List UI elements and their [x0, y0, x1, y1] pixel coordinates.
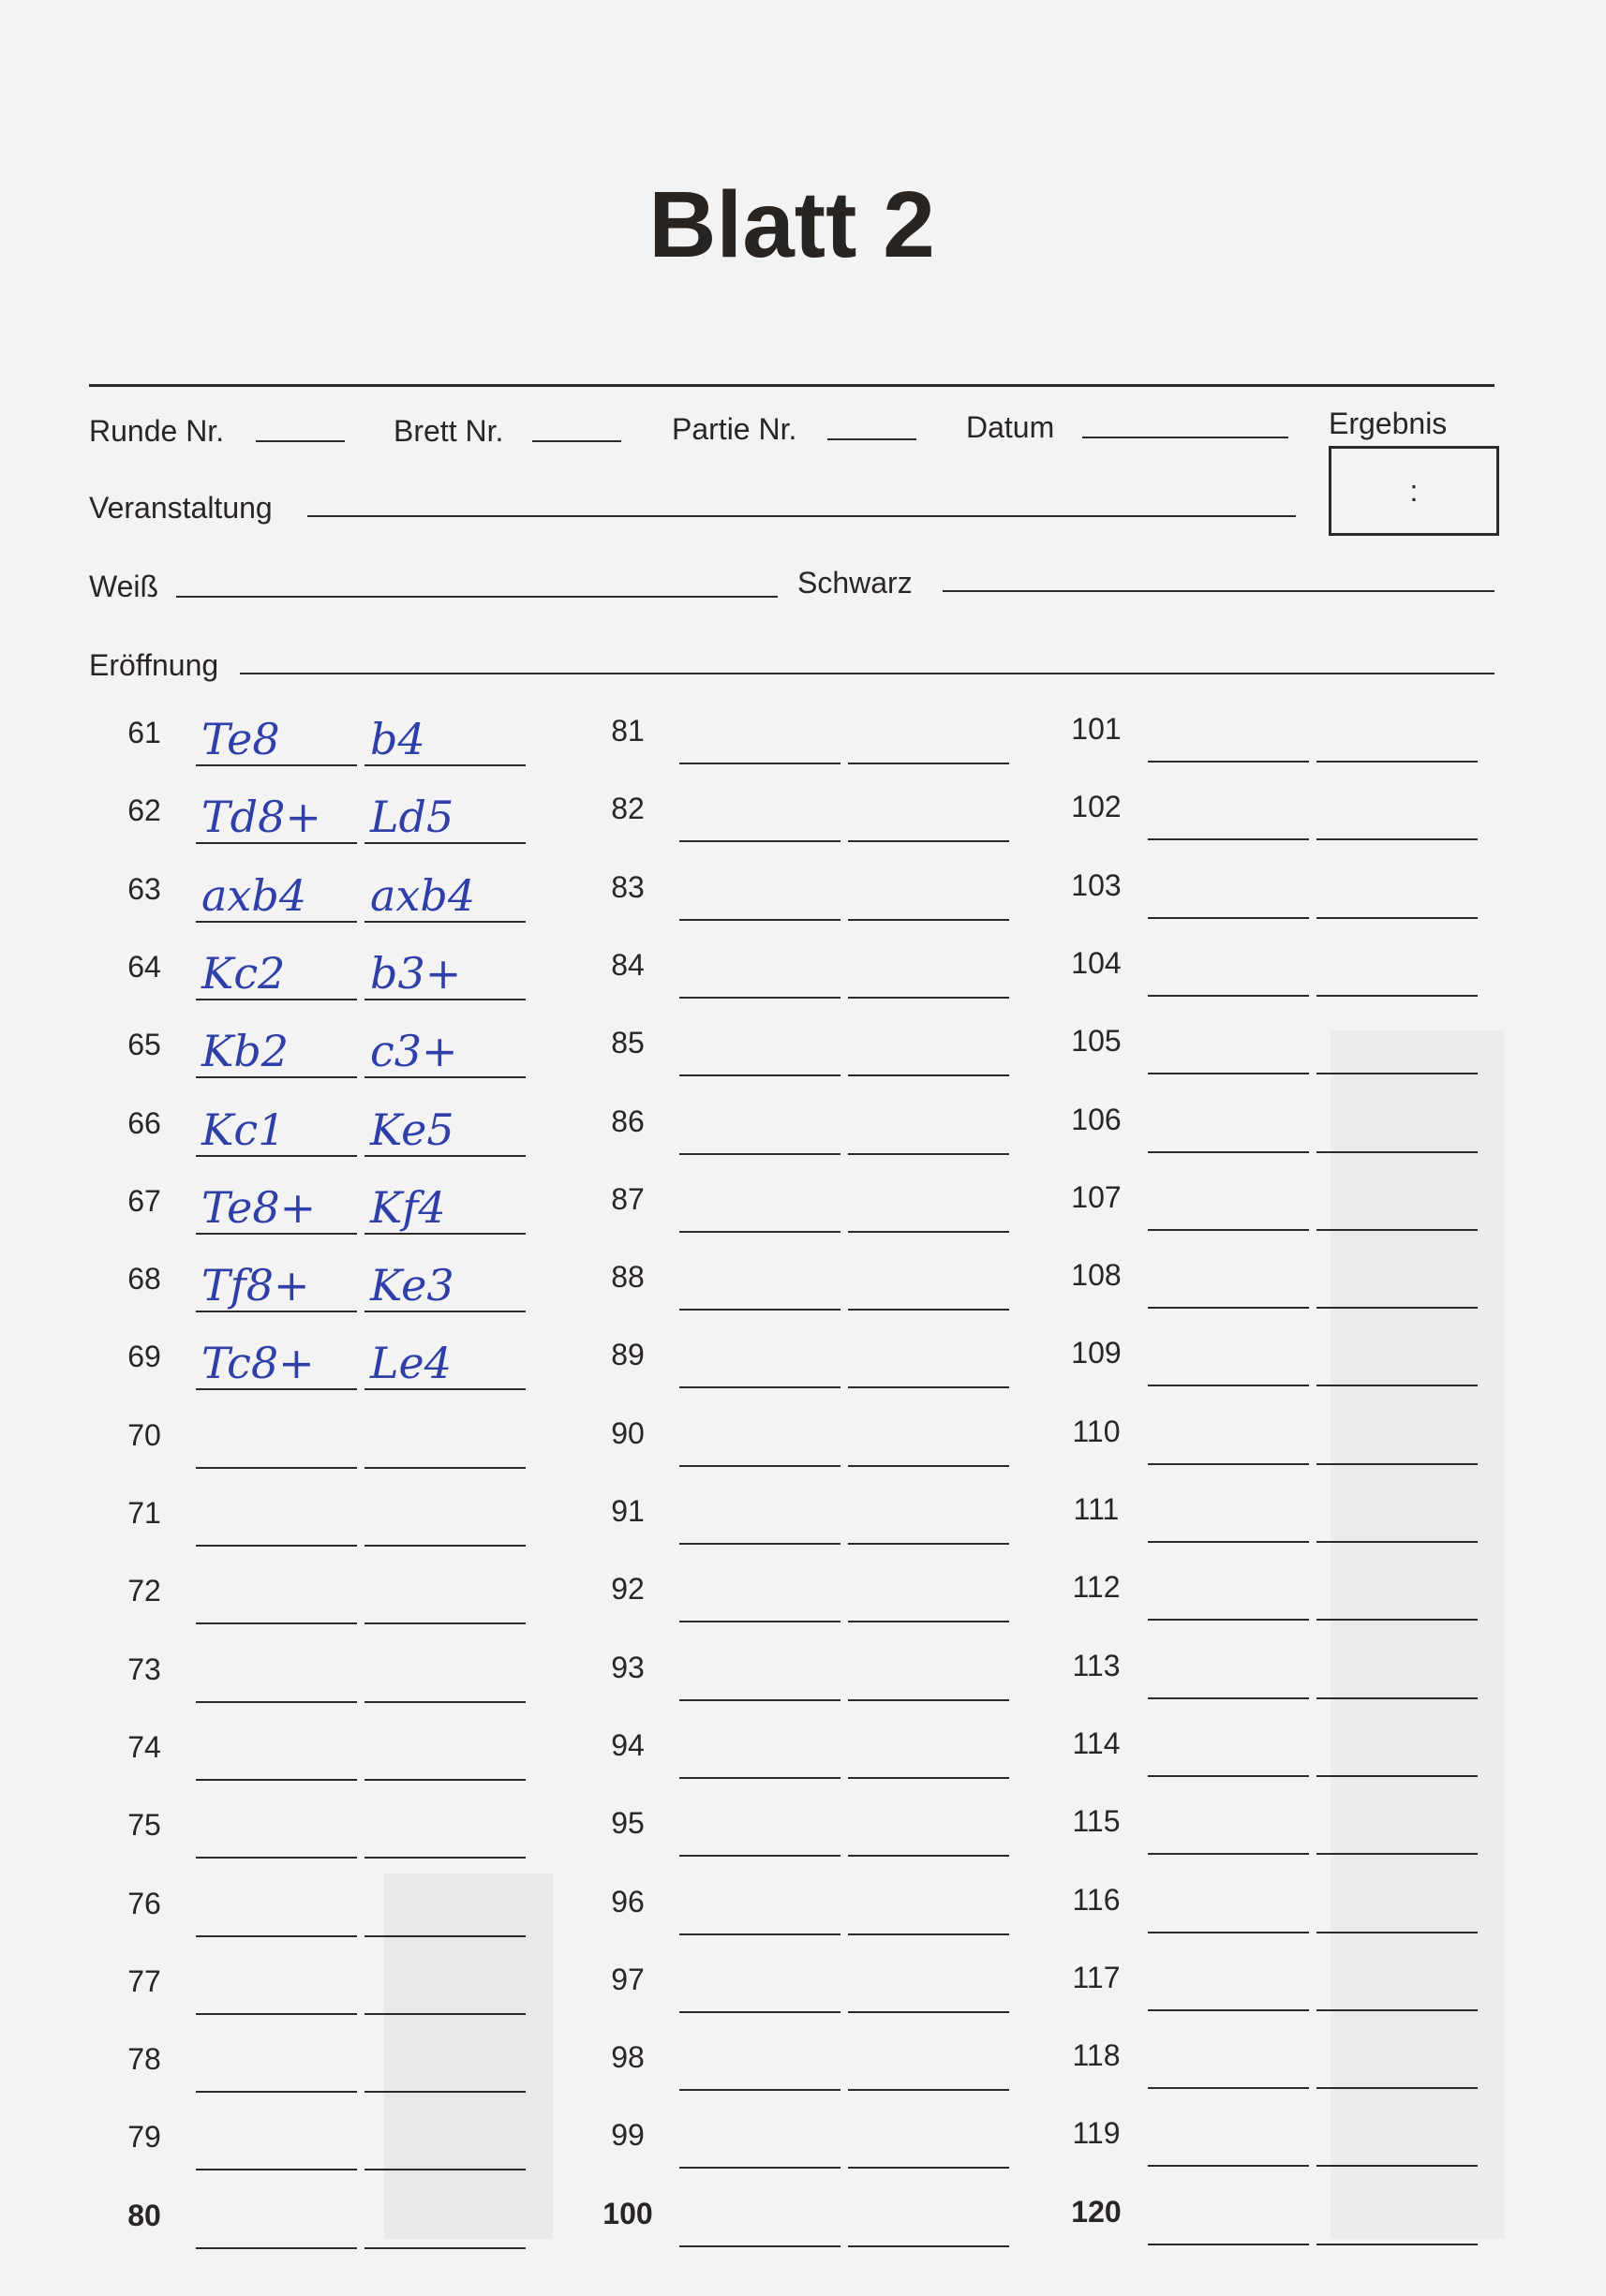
- black-move-text: Kf4: [370, 1181, 446, 1233]
- white-move-text: Te8: [201, 714, 280, 764]
- move-number: 83: [611, 869, 645, 904]
- move-number: 118: [1072, 2038, 1121, 2073]
- move-number: 105: [1071, 1024, 1122, 1059]
- move-row: [590, 1394, 1021, 1473]
- black-move-field[interactable]: [364, 1732, 526, 1781]
- board-field[interactable]: [532, 440, 621, 442]
- white-move-field[interactable]: [1148, 1182, 1309, 1231]
- white-move-field[interactable]: [679, 1262, 840, 1311]
- black-move-field[interactable]: [1316, 2118, 1478, 2167]
- move-row: [107, 927, 538, 1006]
- move-number: 119: [1072, 2116, 1121, 2151]
- black-move-field[interactable]: [848, 2199, 1009, 2247]
- black-move-field[interactable]: [848, 793, 1009, 842]
- black-move-field[interactable]: [848, 716, 1009, 764]
- black-move-field[interactable]: [364, 1260, 526, 1312]
- move-number: 98: [611, 2040, 645, 2075]
- move-number: 71: [127, 1496, 161, 1530]
- move-row: [1059, 2172, 1490, 2251]
- move-row: [1059, 1470, 1490, 1548]
- move-number: 81: [611, 714, 645, 748]
- black-move-field[interactable]: [848, 1964, 1009, 2013]
- white-move-field[interactable]: [1148, 948, 1309, 997]
- move-row: [1059, 1626, 1490, 1705]
- move-number: 110: [1072, 1414, 1121, 1448]
- move-number: 104: [1071, 945, 1122, 980]
- sheet-title: Blatt 2: [648, 172, 935, 277]
- move-number: 111: [1073, 1492, 1120, 1526]
- move-number: 117: [1072, 1960, 1121, 1994]
- opening-field[interactable]: [240, 673, 1494, 674]
- move-row: [590, 1003, 1021, 1082]
- white-move-field[interactable]: [679, 1184, 840, 1233]
- round-label: Runde Nr.: [89, 414, 225, 448]
- white-move-field[interactable]: [1148, 1104, 1309, 1153]
- black-move-field[interactable]: [1316, 1104, 1478, 1153]
- move-number: 95: [611, 1806, 645, 1841]
- white-move-field[interactable]: [679, 2120, 840, 2169]
- move-number: 70: [127, 1417, 161, 1452]
- white-move-field[interactable]: [679, 1808, 840, 1857]
- black-move-field[interactable]: [364, 714, 526, 766]
- black-move-field[interactable]: [364, 1338, 526, 1390]
- white-move-field[interactable]: [679, 716, 840, 764]
- black-move-field[interactable]: [364, 869, 526, 923]
- move-row: [590, 2018, 1021, 2096]
- black-move-text: c3+: [370, 1026, 458, 1077]
- move-number: 74: [127, 1729, 161, 1764]
- black-move-field[interactable]: [364, 1576, 526, 1624]
- move-number: 97: [611, 1962, 645, 1996]
- white-move-text: axb4: [201, 869, 307, 921]
- move-number: 75: [127, 1808, 161, 1843]
- move-number: 65: [127, 1028, 161, 1062]
- move-row: [1059, 1392, 1490, 1471]
- move-row: [590, 1237, 1021, 1316]
- move-row: [590, 1862, 1021, 1941]
- black-move-field[interactable]: [848, 950, 1009, 999]
- move-row: [107, 1396, 538, 1474]
- move-number: 79: [127, 2120, 161, 2155]
- move-row: [107, 1474, 538, 1552]
- move-row: [107, 1005, 538, 1084]
- move-number: 72: [127, 1574, 161, 1608]
- black-move-field[interactable]: [364, 1026, 526, 1078]
- move-row: [107, 771, 538, 850]
- move-row: [590, 1549, 1021, 1628]
- move-number: 93: [611, 1650, 645, 1684]
- white-move-text: Kb2: [201, 1026, 290, 1077]
- move-number: 86: [611, 1104, 645, 1138]
- black-move-field[interactable]: [364, 1810, 526, 1859]
- black-move-field[interactable]: [1316, 1026, 1478, 1074]
- white-move-text: Td8+: [201, 792, 321, 843]
- white-move-text: Te8+: [201, 1181, 317, 1233]
- move-number: 109: [1071, 1336, 1122, 1370]
- move-number: 67: [127, 1183, 161, 1218]
- move-row: [107, 1551, 538, 1630]
- black-move-field[interactable]: [848, 1496, 1009, 1545]
- event-label: Veranstaltung: [89, 491, 273, 525]
- black-move-field[interactable]: [364, 792, 526, 844]
- black-move-text: Ld5: [370, 792, 454, 843]
- black-move-field[interactable]: [364, 2044, 526, 2093]
- white-move-field[interactable]: [1148, 1260, 1309, 1309]
- move-number: 108: [1071, 1258, 1122, 1293]
- black-move-field[interactable]: [1316, 1260, 1478, 1309]
- move-number: 101: [1071, 712, 1122, 746]
- white-move-field[interactable]: [196, 869, 357, 923]
- black-move-field[interactable]: [1316, 1572, 1478, 1621]
- white-move-field[interactable]: [196, 2122, 357, 2170]
- white-move-field[interactable]: [1148, 2197, 1309, 2245]
- white-move-field[interactable]: [196, 1576, 357, 1624]
- white-move-field[interactable]: [1148, 792, 1309, 840]
- white-move-field[interactable]: [1148, 1806, 1309, 1855]
- move-row: [1059, 1313, 1490, 1392]
- move-row: [590, 769, 1021, 848]
- move-number: 90: [611, 1415, 645, 1450]
- move-number: 113: [1072, 1648, 1121, 1682]
- white-move-field[interactable]: [679, 950, 840, 999]
- move-number: 89: [611, 1338, 645, 1372]
- black-move-field[interactable]: [1316, 1338, 1478, 1386]
- move-row: [590, 2096, 1021, 2174]
- move-row: [107, 1084, 538, 1163]
- black-move-field[interactable]: [1316, 714, 1478, 763]
- move-row: [1059, 1548, 1490, 1626]
- move-number: 77: [127, 1963, 161, 1998]
- white-move-field[interactable]: [1148, 1494, 1309, 1543]
- black-move-field[interactable]: [1316, 1651, 1478, 1699]
- move-number: 103: [1071, 867, 1122, 902]
- move-number: 76: [127, 1886, 161, 1920]
- white-move-field[interactable]: [196, 714, 357, 766]
- move-row: [107, 1708, 538, 1786]
- white-move-field[interactable]: [196, 1420, 357, 1469]
- black-move-field[interactable]: [364, 947, 526, 1000]
- white-move-field[interactable]: [196, 1810, 357, 1859]
- black-move-field[interactable]: [364, 1498, 526, 1547]
- move-row: [590, 1628, 1021, 1707]
- move-row: [107, 2020, 538, 2098]
- black-move-field[interactable]: [364, 2122, 526, 2170]
- date-field[interactable]: [1082, 437, 1288, 438]
- move-row: [590, 1472, 1021, 1550]
- black-player-field[interactable]: [943, 590, 1494, 592]
- black-move-field[interactable]: [1316, 1806, 1478, 1855]
- move-row: [1059, 1704, 1490, 1783]
- white-move-field[interactable]: [196, 2200, 357, 2249]
- move-number: 69: [127, 1340, 161, 1374]
- move-number: 112: [1072, 1570, 1121, 1605]
- white-move-text: Tc8+: [201, 1338, 315, 1389]
- move-row: [1059, 2016, 1490, 2095]
- round-field[interactable]: [256, 440, 345, 442]
- white-move-field[interactable]: [679, 1574, 840, 1622]
- white-move-field[interactable]: [679, 1418, 840, 1467]
- move-row: [1059, 2094, 1490, 2172]
- black-move-field[interactable]: [848, 1262, 1009, 1311]
- move-number: 78: [127, 2042, 161, 2077]
- black-move-field[interactable]: [1316, 1963, 1478, 2011]
- black-move-field[interactable]: [848, 1574, 1009, 1622]
- black-move-field[interactable]: [364, 1104, 526, 1157]
- black-move-field[interactable]: [364, 1889, 526, 1937]
- move-number: 66: [127, 1105, 161, 1140]
- white-move-field[interactable]: [679, 2042, 840, 2091]
- game-field[interactable]: [827, 438, 916, 440]
- event-field[interactable]: [307, 515, 1296, 517]
- move-number: 91: [611, 1494, 645, 1528]
- move-number: 115: [1072, 1804, 1121, 1839]
- black-move-field[interactable]: [364, 2200, 526, 2249]
- black-move-field[interactable]: [364, 1654, 526, 1703]
- black-move-field[interactable]: [1316, 1494, 1478, 1543]
- black-move-field[interactable]: [848, 2042, 1009, 2091]
- white-move-field[interactable]: [196, 792, 357, 844]
- move-number: 88: [611, 1260, 645, 1295]
- move-row: [1059, 1782, 1490, 1860]
- black-move-field[interactable]: [1316, 2197, 1478, 2245]
- move-number: 68: [127, 1262, 161, 1296]
- move-row: [107, 2176, 538, 2255]
- move-row: [590, 1940, 1021, 2019]
- white-move-field[interactable]: [196, 1889, 357, 1937]
- move-row: [107, 1630, 538, 1709]
- opening-label: Eröffnung: [89, 648, 219, 682]
- black-move-field[interactable]: [848, 1184, 1009, 1233]
- black-move-field[interactable]: [848, 1418, 1009, 1467]
- move-number: 94: [611, 1727, 645, 1762]
- white-move-field[interactable]: [679, 1652, 840, 1701]
- black-move-field[interactable]: [848, 872, 1009, 921]
- white-move-field[interactable]: [679, 872, 840, 921]
- move-row: [107, 1162, 538, 1240]
- white-move-field[interactable]: [679, 2199, 840, 2247]
- move-row: [590, 691, 1021, 770]
- black-move-field[interactable]: [848, 1340, 1009, 1388]
- black-move-field[interactable]: [1316, 2040, 1478, 2089]
- header-rule: [89, 384, 1494, 387]
- move-number: 87: [611, 1181, 645, 1216]
- white-move-field[interactable]: [196, 947, 357, 1000]
- move-number: 102: [1071, 790, 1122, 824]
- black-move-field[interactable]: [1316, 1416, 1478, 1465]
- white-move-field[interactable]: [1148, 2040, 1309, 2089]
- move-row: [1059, 689, 1490, 768]
- white-move-field[interactable]: [196, 1654, 357, 1703]
- black-move-field[interactable]: [848, 1887, 1009, 1935]
- black-move-field[interactable]: [848, 1652, 1009, 1701]
- move-row: [107, 2097, 538, 2176]
- white-move-field[interactable]: [1148, 714, 1309, 763]
- move-row: [590, 1784, 1021, 1862]
- black-move-field[interactable]: [1316, 870, 1478, 919]
- game-label: Partie Nr.: [672, 412, 797, 446]
- black-move-field[interactable]: [1316, 1182, 1478, 1231]
- move-row: [107, 1317, 538, 1396]
- white-move-field[interactable]: [1148, 1572, 1309, 1621]
- white-player-label: Weiß: [89, 570, 159, 603]
- black-move-field[interactable]: [848, 1028, 1009, 1076]
- move-number: 64: [127, 949, 161, 984]
- result-label: Ergebnis: [1329, 407, 1448, 440]
- move-row: [107, 1942, 538, 2021]
- black-move-field[interactable]: [848, 1730, 1009, 1779]
- white-player-field[interactable]: [176, 596, 778, 598]
- move-number: 96: [611, 1884, 645, 1918]
- black-move-field[interactable]: [1316, 1728, 1478, 1777]
- black-player-label: Schwarz: [797, 566, 913, 600]
- move-row: [1059, 1001, 1490, 1080]
- move-row: [107, 693, 538, 772]
- move-number: 114: [1072, 1726, 1121, 1760]
- move-number: 107: [1071, 1179, 1122, 1214]
- move-row: [590, 926, 1021, 1004]
- white-move-field[interactable]: [1148, 870, 1309, 919]
- white-move-field[interactable]: [679, 1106, 840, 1155]
- date-label: Datum: [966, 410, 1055, 444]
- move-row: [1059, 767, 1490, 846]
- move-row: [1059, 1938, 1490, 2017]
- white-move-field[interactable]: [196, 1732, 357, 1781]
- white-move-field[interactable]: [679, 793, 840, 842]
- move-number: 100: [602, 2196, 653, 2230]
- white-move-field[interactable]: [1148, 1728, 1309, 1777]
- move-row: [1059, 1158, 1490, 1237]
- white-move-text: Kc1: [201, 1104, 286, 1155]
- move-row: [107, 1785, 538, 1864]
- white-move-field[interactable]: [679, 1730, 840, 1779]
- white-move-field[interactable]: [679, 1028, 840, 1076]
- move-number: 84: [611, 947, 645, 982]
- move-number: 80: [127, 2198, 161, 2232]
- white-move-field[interactable]: [679, 1964, 840, 2013]
- move-number: 85: [611, 1026, 645, 1060]
- move-row: [1059, 846, 1490, 925]
- move-row: [1059, 1860, 1490, 1939]
- move-number: 73: [127, 1652, 161, 1686]
- white-move-field[interactable]: [196, 1338, 357, 1390]
- white-move-field[interactable]: [1148, 2118, 1309, 2167]
- move-row: [590, 848, 1021, 926]
- white-move-field[interactable]: [679, 1340, 840, 1388]
- white-move-field[interactable]: [196, 1104, 357, 1157]
- move-row: [107, 1864, 538, 1943]
- move-row: [1059, 1080, 1490, 1159]
- white-move-field[interactable]: [196, 1181, 357, 1235]
- move-row: [590, 1706, 1021, 1785]
- move-row: [590, 2174, 1021, 2253]
- board-label: Brett Nr.: [394, 414, 504, 448]
- white-move-field[interactable]: [196, 2044, 357, 2093]
- black-move-text: Ke5: [370, 1104, 454, 1155]
- result-separator: :: [1409, 474, 1419, 508]
- black-move-field[interactable]: [1316, 948, 1478, 997]
- black-move-field[interactable]: [364, 1420, 526, 1469]
- move-row: [1059, 924, 1490, 1002]
- black-move-text: b3+: [370, 947, 462, 999]
- white-move-text: Tf8+: [201, 1260, 310, 1311]
- white-move-field[interactable]: [1148, 1885, 1309, 1933]
- white-move-field[interactable]: [1148, 1963, 1309, 2011]
- white-move-text: Kc2: [201, 947, 286, 999]
- black-move-field[interactable]: [1316, 792, 1478, 840]
- move-row: [107, 850, 538, 928]
- black-move-field[interactable]: [848, 2120, 1009, 2169]
- white-move-field[interactable]: [196, 1966, 357, 2015]
- result-box[interactable]: [1329, 446, 1499, 536]
- white-move-field[interactable]: [1148, 1338, 1309, 1386]
- white-move-field[interactable]: [1148, 1651, 1309, 1699]
- move-number: 120: [1071, 2194, 1122, 2229]
- move-row: [590, 1082, 1021, 1161]
- move-row: [590, 1160, 1021, 1238]
- move-number: 82: [611, 792, 645, 826]
- black-move-field[interactable]: [364, 1966, 526, 2015]
- black-move-text: Le4: [370, 1338, 453, 1389]
- black-move-text: axb4: [370, 869, 476, 921]
- black-move-text: Ke3: [370, 1260, 454, 1311]
- black-move-field[interactable]: [364, 1181, 526, 1235]
- move-number: 99: [611, 2118, 645, 2153]
- move-number: 61: [127, 716, 161, 749]
- move-number: 62: [127, 793, 161, 828]
- black-move-field[interactable]: [1316, 1885, 1478, 1933]
- white-move-field[interactable]: [679, 1887, 840, 1935]
- black-move-field[interactable]: [848, 1808, 1009, 1857]
- move-number: 92: [611, 1572, 645, 1607]
- move-row: [590, 1315, 1021, 1394]
- move-row: [1059, 1236, 1490, 1314]
- move-number: 63: [127, 871, 161, 906]
- move-number: 116: [1072, 1882, 1121, 1917]
- white-move-field[interactable]: [679, 1496, 840, 1545]
- move-row: [107, 1239, 538, 1318]
- white-move-field[interactable]: [196, 1260, 357, 1312]
- move-number: 106: [1071, 1102, 1122, 1136]
- white-move-field[interactable]: [196, 1026, 357, 1078]
- black-move-text: b4: [370, 714, 425, 764]
- white-move-field[interactable]: [1148, 1416, 1309, 1465]
- black-move-field[interactable]: [848, 1106, 1009, 1155]
- white-move-field[interactable]: [196, 1498, 357, 1547]
- white-move-field[interactable]: [1148, 1026, 1309, 1074]
